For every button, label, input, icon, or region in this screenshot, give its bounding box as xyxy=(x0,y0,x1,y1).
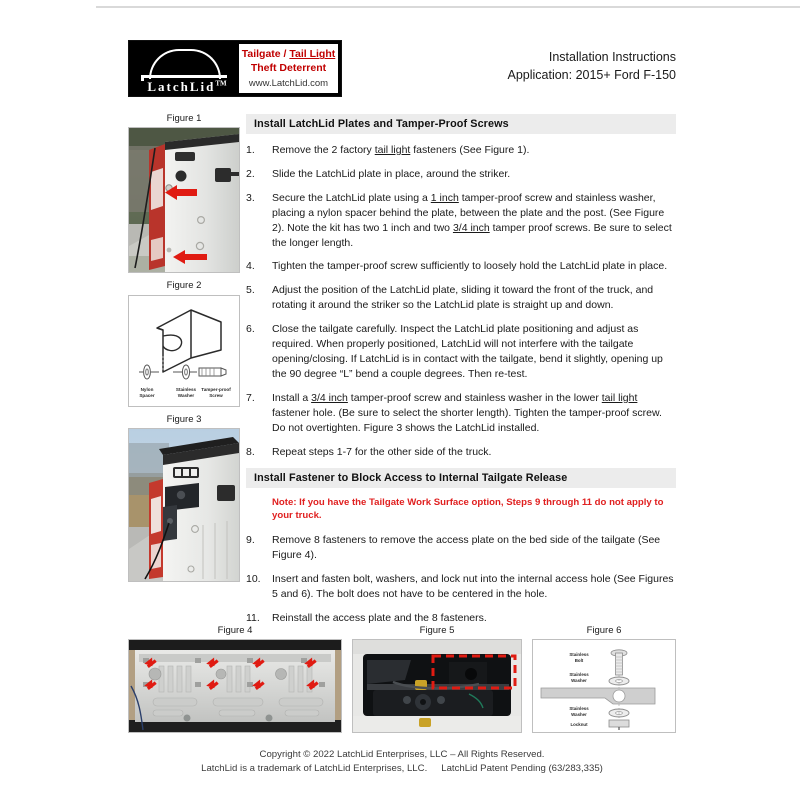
step-number: 10. xyxy=(246,573,261,586)
figure-3-block xyxy=(128,415,240,582)
step-item xyxy=(246,322,676,382)
section-heading: Install LatchLid Plates and Tamper-Proof Screws xyxy=(246,114,676,134)
step-number: 9. xyxy=(246,534,255,547)
figure-1-block xyxy=(128,114,240,273)
step-text: Install a 3/4 inch tamper-proof screw and stainless washer in the lower tail light fastener hole. (Be sure to select the shorter length). Tighten the tamper-proof screw. Do not overtighten. Figure 3 shows the LatchLid installed. xyxy=(272,391,662,434)
step-number: 6. xyxy=(246,323,255,336)
step-number: 8. xyxy=(246,445,255,458)
footer-copyright: Copyright © 2022 LatchLid Enterprises, LLC – All Rights Reserved. xyxy=(259,749,545,760)
step-text: Tighten the tamper-proof screw sufficiently to loosely hold the LatchLid plate in place. xyxy=(272,260,668,273)
latchlid-logo xyxy=(128,40,342,97)
figure-6-diagram-svg xyxy=(533,640,675,732)
left-figure-column xyxy=(128,114,240,590)
step-text: Adjust the position of the LatchLid plate, sliding it toward the front of the truck, and rotating it around the striker so the LatchLid plate is straight up and down. xyxy=(272,284,654,312)
step-item xyxy=(246,533,676,563)
logo-tagline-1a: Tailgate / xyxy=(241,48,290,61)
figure-6-image xyxy=(532,639,676,733)
figure-4-photo-svg xyxy=(129,640,341,732)
figure-3-image xyxy=(128,428,240,582)
figure-5-caption: Figure 5 xyxy=(419,625,455,636)
header-title-block xyxy=(376,48,676,84)
figure-6-label-washer-bot-1: Stainless xyxy=(569,706,589,712)
footer-trademark: LatchLid is a trademark of LatchLid Enterprises, LLC. xyxy=(201,763,428,775)
logo-tagline-panel xyxy=(239,44,338,93)
section-install-fastener xyxy=(246,468,676,625)
figure-1-image xyxy=(128,127,240,273)
page-application: Application: 2015+ Ford F-150 xyxy=(507,68,676,83)
logo-trademark: TM xyxy=(215,79,227,88)
step-list xyxy=(246,143,676,459)
figure-6-label-locknut: Locknut xyxy=(570,722,588,728)
footer-trademark-line xyxy=(128,762,676,776)
section-install-plates xyxy=(246,114,676,459)
step-number: 2. xyxy=(246,167,255,180)
logo-mark xyxy=(129,41,239,96)
logo-wordmark-text: LatchLid xyxy=(147,79,216,94)
figure-4-image xyxy=(128,639,342,733)
step-text: Slide the LatchLid plate in place, around the striker. xyxy=(272,167,511,180)
document-header xyxy=(128,40,676,102)
logo-tagline-line1 xyxy=(242,48,336,61)
logo-tagline-1b: Tail Light xyxy=(289,48,336,61)
step-item xyxy=(246,445,676,460)
step-text: Close the tailgate carefully. Inspect the LatchLid plate positioning and adjust as required. When properly positioned, LatchLid will not interfere with the tailgate opening/closing. If LatchLid is in contact with the tailgate, bend it slightly, opening up the 90 degree “L” bend a couple degrees. Then re-test. xyxy=(272,323,663,380)
figure-4-caption: Figure 4 xyxy=(217,625,253,636)
document-sheet xyxy=(128,18,676,778)
step-item xyxy=(246,191,676,251)
figure-6-label-bolt-1: Stainless xyxy=(569,652,589,658)
step-item xyxy=(246,572,676,602)
step-item xyxy=(246,611,676,626)
figure-2-label-nylon-spacer-2: Spacer xyxy=(139,392,155,398)
page-title: Installation Instructions xyxy=(548,50,676,64)
figure-6-label-washer-top-2: Washer xyxy=(571,678,587,684)
logo-tagline-line2: Theft Deterrent xyxy=(250,61,327,74)
figure-6-caption: Figure 6 xyxy=(586,625,622,636)
step-number: 5. xyxy=(246,284,255,297)
step-list xyxy=(246,533,676,626)
figure-6-label-bolt-2: Bolt xyxy=(574,658,584,664)
figure-2-label-nylon-spacer: Nylon xyxy=(140,386,154,392)
step-item xyxy=(246,167,676,182)
page-top-rule xyxy=(96,6,800,8)
step-item xyxy=(246,143,676,158)
step-text: Secure the LatchLid plate using a 1 inch tamper-proof screw and stainless washer, placing a nylon spacer behind the plate, between the plate and the post. (See Figure 2). Note the kit has two 1 inch and two 3/4 inch tamper proof screws. Be sure to select the longer length. xyxy=(272,191,672,249)
figure-6-label-washer-bot-2: Washer xyxy=(571,712,587,718)
figure-6-label-washer-top-1: Stainless xyxy=(569,672,589,678)
step-text: Remove the 2 factory tail light fasteners (See Figure 1). xyxy=(272,144,530,156)
figure-1-caption: Figure 1 xyxy=(166,113,202,124)
figure-2-image xyxy=(128,295,240,407)
figure-2-label-tamper-screw: Tamper-proof xyxy=(201,386,231,392)
figure-6-block xyxy=(532,626,676,733)
step-number: 1. xyxy=(246,144,255,156)
step-number: 7. xyxy=(246,391,255,404)
step-item xyxy=(246,283,676,313)
section-note: Note: If you have the Tailgate Work Surface option, Steps 9 through 11 do not apply to your truck. xyxy=(272,497,664,522)
arch-base-icon xyxy=(141,75,227,78)
step-text: Insert and fasten bolt, washers, and lock nut into the internal access hole (See Figures 5 and 6). The bolt does not have to be centered in the hole. xyxy=(272,573,674,600)
step-number: 4. xyxy=(246,260,255,273)
step-item xyxy=(246,259,676,274)
logo-website-url: www.LatchLid.com xyxy=(248,77,329,89)
bottom-figure-row xyxy=(128,626,676,744)
figure-2-label-stainless-washer-2: Washer xyxy=(177,392,195,398)
footer-patent: LatchLid Patent Pending (63/283,335) xyxy=(441,763,603,775)
figure-2-label-stainless-washer: Stainless xyxy=(175,386,197,392)
figure-2-diagram-svg xyxy=(129,296,239,406)
section-heading: Install Fastener to Block Access to Internal Tailgate Release xyxy=(246,468,676,488)
figure-3-photo-svg xyxy=(129,429,239,581)
step-number: 11. xyxy=(246,611,260,624)
step-number: 3. xyxy=(246,191,255,204)
figure-4-block xyxy=(128,626,342,733)
step-text: Reinstall the access plate and the 8 fasteners. xyxy=(272,611,487,624)
figure-2-caption: Figure 2 xyxy=(166,280,202,292)
figure-2-block xyxy=(128,281,240,406)
figure-5-image xyxy=(352,639,522,733)
figure-5-block xyxy=(352,626,522,733)
logo-wordmark xyxy=(135,79,239,95)
instructions-content xyxy=(246,114,676,635)
figure-1-photo-svg xyxy=(129,128,239,272)
step-text: Repeat steps 1-7 for the other side of the truck. xyxy=(272,445,492,458)
figure-5-photo-svg xyxy=(353,640,521,732)
step-item xyxy=(246,391,676,436)
figure-3-caption: Figure 3 xyxy=(166,413,202,425)
document-footer xyxy=(128,748,676,777)
figure-2-label-tamper-screw-2: Screw xyxy=(209,392,223,398)
step-text: Remove 8 fasteners to remove the access plate on the bed side of the tailgate (See Figure 4). xyxy=(272,534,661,562)
